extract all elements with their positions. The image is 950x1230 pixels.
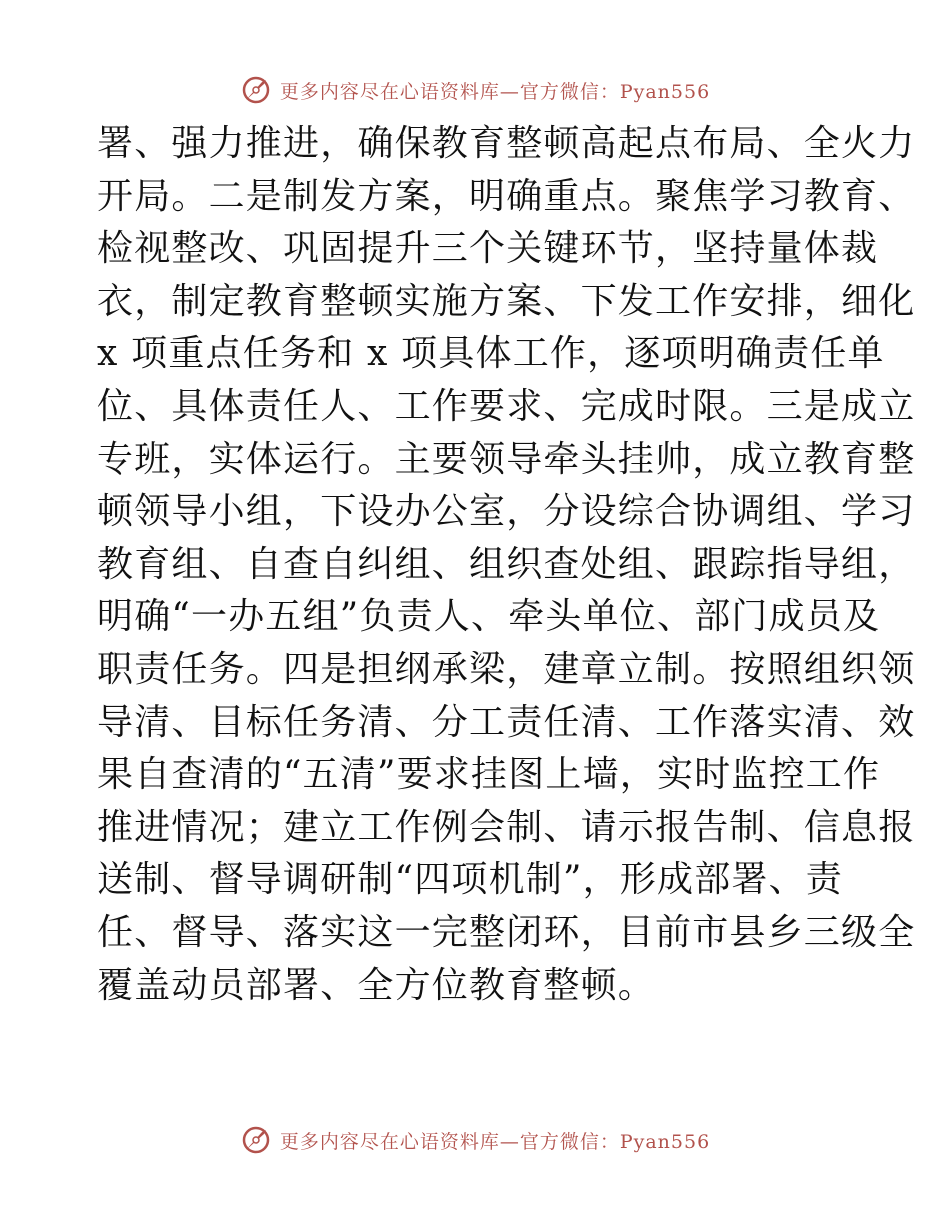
body-line: 开局。二是制发方案，明确重点。聚焦学习教育、 — [97, 175, 916, 217]
body-line: 教育组、自查自纠组、组织查处组、跟踪指导组， — [97, 543, 916, 585]
body-line: 位、具体责任人、工作要求、完成时限。三是成立 — [97, 385, 916, 427]
body-line: 覆盖动员部署、全方位教育整顿。 — [97, 964, 656, 1006]
body-line: 专班，实体运行。主要领导牵头挂帅，成立教育整 — [97, 438, 916, 480]
quill-pen-logo-icon — [240, 1124, 272, 1156]
footer-banner — [0, 1120, 950, 1160]
body-line: 导清、目标任务清、分工责任清、工作落实清、效 — [97, 701, 916, 743]
body-line: 任、督导、落实这一完整闭环，目前市县乡三级全 — [97, 911, 916, 953]
header-banner — [0, 70, 950, 110]
footer-banner-text: 更多内容尽在心语资料库—官方微信：Pyan556 — [279, 1130, 711, 1153]
header-banner-text: 更多内容尽在心语资料库—官方微信：Pyan556 — [279, 80, 711, 103]
quill-pen-logo-icon — [240, 74, 272, 106]
body-line: 果自查清的“五清”要求挂图上墙，实时监控工作 — [97, 754, 881, 796]
body-line: 顿领导小组，下设办公室，分设综合协调组、学习 — [97, 491, 916, 533]
body-line: 推进情况；建立工作例会制、请示报告制、信息报 — [97, 806, 916, 848]
body-line: x 项重点任务和 x 项具体工作，逐项明确责任单 — [97, 333, 885, 375]
body-line: 检视整改、巩固提升三个关键环节，坚持量体裁 — [97, 228, 879, 270]
document-body — [97, 118, 916, 1012]
body-line: 职责任务。四是担纲承梁，建章立制。按照组织领 — [97, 648, 916, 690]
body-line: 明确“一办五组”负责人、牵头单位、部门成员及 — [97, 596, 881, 638]
body-line: 署、强力推进，确保教育整顿高起点布局、全火力 — [97, 123, 916, 164]
body-line: 衣，制定教育整顿实施方案、下发工作安排，细化 — [97, 280, 916, 322]
body-line: 送制、督导调研制“四项机制”，形成部署、责 — [97, 859, 844, 901]
